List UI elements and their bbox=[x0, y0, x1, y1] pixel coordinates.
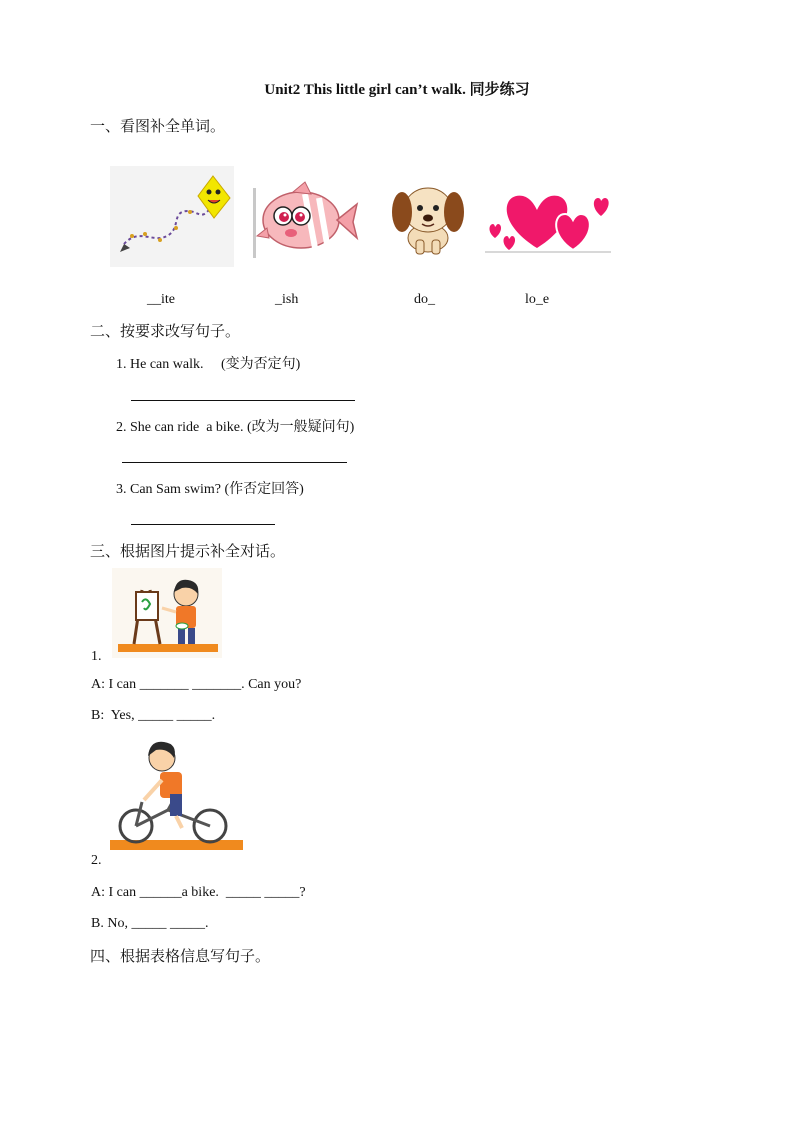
section-2-heading: 二、按要求改写句子。 bbox=[90, 322, 241, 340]
dialogue-2-line-a: A: I can ______a bike. _____ _____? bbox=[91, 885, 306, 900]
hearts-picture bbox=[485, 186, 611, 254]
dialogue-2-number: 2. bbox=[91, 853, 102, 868]
question-3: 3. Can Sam swim? (作否定回答) bbox=[116, 482, 304, 497]
dialogue-1-number: 1. bbox=[91, 649, 102, 664]
dialogue-2-line-b: B. No, _____ _____. bbox=[91, 916, 209, 931]
section-1-heading: 一、看图补全单词。 bbox=[90, 117, 226, 135]
page-title: Unit2 This little girl can’t walk. 同步练习 bbox=[264, 82, 530, 98]
question-1: 1. He can walk. (变为否定句) bbox=[116, 357, 301, 372]
word-blank-1[interactable]: __ite bbox=[147, 292, 175, 307]
answer-line-3[interactable] bbox=[131, 524, 275, 525]
kite-picture bbox=[110, 166, 234, 267]
answer-line-1[interactable] bbox=[131, 400, 355, 401]
painting-boy-picture bbox=[112, 568, 222, 658]
dog-picture bbox=[386, 180, 468, 256]
answer-line-2[interactable] bbox=[122, 462, 347, 463]
fish-picture bbox=[253, 178, 359, 260]
cycling-boy-picture bbox=[110, 736, 243, 866]
section-4-heading: 四、根据表格信息写句子。 bbox=[90, 947, 271, 965]
section-3-heading: 三、根据图片提示补全对话。 bbox=[90, 542, 286, 560]
dialogue-1-line-a: A: I can _______ _______. Can you? bbox=[91, 677, 302, 692]
word-blank-3[interactable]: do_ bbox=[414, 292, 435, 307]
question-2: 2. She can ride a bike. (改为一般疑问句) bbox=[116, 420, 355, 435]
dialogue-1-line-b: B: Yes, _____ _____. bbox=[91, 708, 216, 723]
word-blank-4[interactable]: lo_e bbox=[525, 292, 550, 307]
word-blank-2[interactable]: _ish bbox=[275, 292, 299, 307]
